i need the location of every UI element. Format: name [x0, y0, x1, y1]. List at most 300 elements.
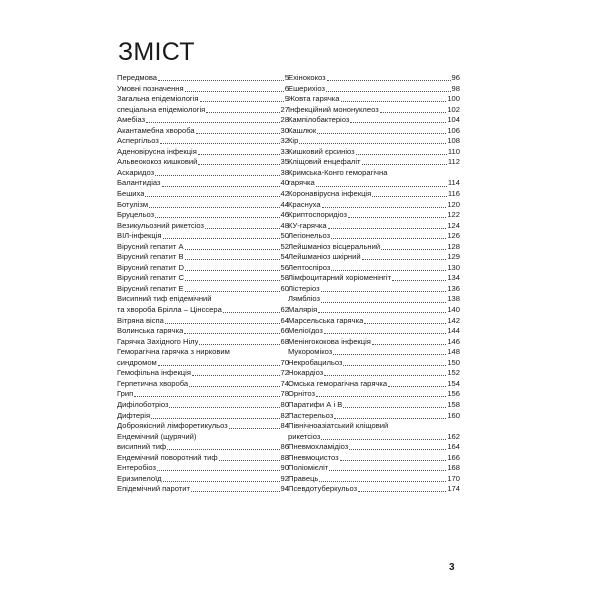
- toc-entry-title: Некробацильоз: [288, 357, 343, 367]
- toc-entry-page: 38: [280, 167, 289, 177]
- toc-entry-page: 100: [447, 94, 460, 104]
- toc-entry-title: Аспергільоз: [117, 136, 159, 146]
- dot-leader: [333, 354, 446, 355]
- toc-entry-title: синдромом: [117, 357, 157, 367]
- toc-entry: [288, 263, 460, 274]
- toc-entry: [288, 316, 460, 327]
- toc-entry: [117, 337, 289, 348]
- toc-entry: [117, 358, 289, 369]
- toc-entry-page: 112: [447, 157, 460, 167]
- toc-entry: [117, 94, 289, 105]
- toc-entry: [288, 200, 460, 211]
- toc-entry-page: 150: [447, 357, 460, 367]
- toc-entry-title: Геморагічна гарячка з нирковим: [117, 347, 230, 357]
- toc-entry-title: Правець: [288, 473, 319, 483]
- dot-leader: [322, 207, 447, 208]
- toc-entry-page: 96: [451, 73, 460, 82]
- toc-entry-title: Аденовірусна інфекція: [117, 146, 197, 156]
- dot-leader: [163, 481, 280, 482]
- toc-entry-page: 78: [280, 389, 289, 399]
- toc-entry: [288, 242, 460, 253]
- toc-entry: [117, 252, 289, 263]
- toc-entry-page: 124: [447, 220, 460, 230]
- toc-entry-title: Пастерельоз: [288, 410, 334, 420]
- toc-entry-page: 170: [447, 473, 460, 483]
- dot-leader: [198, 164, 279, 165]
- toc-entry: [117, 379, 289, 390]
- toc-entry: [288, 463, 460, 474]
- toc-entry-title: Ехінококоз: [288, 73, 326, 82]
- dot-leader: [356, 154, 447, 155]
- toc-entry: [117, 210, 289, 221]
- toc-entry-title: гарячка: [288, 178, 315, 188]
- toc-entry: [117, 147, 289, 158]
- dot-leader: [199, 344, 279, 345]
- toc-entry: [117, 389, 289, 400]
- toc-entry-page: 72: [280, 368, 289, 378]
- toc-entry-title: Акантамебна хвороба: [117, 125, 195, 135]
- toc-entry-page: 120: [447, 199, 460, 209]
- toc-entry-title: Доброякісний лімфоретикульоз: [117, 421, 228, 431]
- toc-entry-title: Інфекційний мононуклеоз: [288, 104, 379, 114]
- dot-leader: [326, 91, 451, 92]
- toc-entry-title: Альвеококоз кишковий: [117, 157, 198, 167]
- toc-entry-page: 110: [447, 146, 460, 156]
- toc-entry-page: 50: [280, 231, 289, 241]
- toc-entry-title: Волинська гарячка: [117, 326, 184, 336]
- toc-entry-title: Гемофільна інфекція: [117, 368, 191, 378]
- toc-entry: [288, 136, 460, 147]
- dot-leader: [299, 143, 446, 144]
- toc-entry-page: 56: [280, 262, 289, 272]
- toc-entry-title: Умовні позначення: [117, 83, 184, 93]
- toc-entry-page: 154: [447, 378, 460, 388]
- toc-entry-page: 140: [447, 305, 460, 315]
- toc-entry-page: 146: [447, 336, 460, 346]
- dot-leader: [185, 91, 284, 92]
- toc-entry: [288, 442, 460, 453]
- toc-entry: [117, 442, 289, 453]
- toc-entry-title: Герпетична хвороба: [117, 378, 189, 388]
- toc-entry: [288, 389, 460, 400]
- toc-entry-title: Пневмохламідіоз: [288, 442, 349, 452]
- toc-entry: [117, 326, 289, 337]
- toc-entry: [288, 294, 460, 305]
- toc-entry-page: 68: [280, 336, 289, 346]
- toc-entry-title: Ендемічний (щурячий): [117, 431, 197, 441]
- toc-entry-title: Передмова: [117, 73, 158, 82]
- toc-entry-title: Псевдотуберкульоз: [288, 484, 358, 494]
- toc-entry-page: 128: [447, 241, 460, 251]
- toc-entry-page: 44: [280, 199, 289, 209]
- toc-entry-page: 98: [451, 83, 460, 93]
- toc-entry-title: Балантидіаз: [117, 178, 161, 188]
- dot-leader: [327, 80, 451, 81]
- toc-entry-page: 46: [280, 210, 289, 220]
- dot-leader: [145, 196, 279, 197]
- toc-entry-page: 116: [447, 189, 460, 199]
- toc-entry-page: 58: [280, 273, 289, 283]
- toc-entry-page: 9: [284, 94, 289, 104]
- toc-entry: [288, 273, 460, 284]
- toc-entry-title: Амебіаз: [117, 115, 146, 125]
- toc-entry-page: 84: [280, 421, 289, 431]
- dot-leader: [372, 196, 447, 197]
- toc-entry-title: Лейшманіоз шкірний: [288, 252, 361, 262]
- toc-entry: [288, 453, 460, 464]
- toc-entry-page: 33: [280, 146, 289, 156]
- dot-leader: [165, 323, 280, 324]
- toc-entry: [288, 147, 460, 158]
- dot-leader: [185, 270, 280, 271]
- toc-entry-page: 166: [447, 452, 460, 462]
- toc-entry: [288, 115, 460, 126]
- dot-leader: [149, 207, 279, 208]
- toc-entry: [117, 484, 289, 495]
- toc-entry-page: 28: [280, 115, 289, 125]
- toc-entry: [288, 337, 460, 348]
- toc-entry: [288, 421, 460, 432]
- dot-leader: [196, 133, 280, 134]
- toc-entry-title: Лімфоцитарний хоріоменінгіт: [288, 273, 392, 283]
- toc-entry-title: Вірусний гепатит В: [117, 252, 184, 262]
- toc-entry-page: 104: [447, 115, 460, 125]
- toc-entry-page: 160: [447, 410, 460, 420]
- toc-entry: [117, 168, 289, 179]
- toc-entry: [288, 178, 460, 189]
- toc-entry-title: Загальна епідеміологія: [117, 94, 199, 104]
- toc-entry-title: Епідемічний паротит: [117, 484, 190, 494]
- dot-leader: [317, 133, 446, 134]
- toc-entry: [117, 411, 289, 422]
- toc-entry: [117, 263, 289, 274]
- dot-leader: [348, 217, 446, 218]
- toc-entry: [288, 284, 460, 295]
- toc-entry-title: Лептоспіроз: [288, 262, 331, 272]
- toc-entry-page: 30: [280, 125, 289, 135]
- toc-entry-page: 142: [447, 315, 460, 325]
- dot-leader: [151, 418, 279, 419]
- dot-leader: [158, 365, 280, 366]
- toc-entry: [288, 411, 460, 422]
- dot-leader: [205, 228, 280, 229]
- toc-entry: [288, 252, 460, 263]
- toc-entry: [117, 178, 289, 189]
- toc-entry: [288, 126, 460, 137]
- toc-entry: [288, 347, 460, 358]
- toc-entry: [288, 168, 460, 179]
- dot-leader: [341, 101, 447, 102]
- toc-entry-title: Меліоїдоз: [288, 326, 323, 336]
- toc-entry-title: рикетсіоз: [288, 431, 321, 441]
- dot-leader: [358, 491, 446, 492]
- dot-leader: [219, 460, 280, 461]
- dot-leader: [316, 186, 447, 187]
- toc-entry-page: 129: [447, 252, 460, 262]
- dot-leader: [324, 375, 446, 376]
- dot-leader: [349, 449, 446, 450]
- toc-entry-page: 106: [447, 125, 460, 135]
- toc-entry-page: 74: [280, 378, 289, 388]
- toc-entry-page: 40: [280, 178, 289, 188]
- dot-leader: [329, 470, 446, 471]
- dot-leader: [331, 238, 446, 239]
- dot-leader: [167, 449, 279, 450]
- toc-entry-page: 48: [280, 220, 289, 230]
- dot-leader: [192, 375, 280, 376]
- toc-entry: [288, 484, 460, 495]
- toc-entry-page: 86: [280, 442, 289, 452]
- toc-entry-page: 136: [447, 283, 460, 293]
- toc-entry: [117, 105, 289, 116]
- toc-entry-page: 156: [447, 389, 460, 399]
- dot-leader: [331, 270, 446, 271]
- toc-entry: [288, 358, 460, 369]
- toc-entry-title: Вірусний гепатит Е: [117, 283, 184, 293]
- toc-entry-page: 114: [447, 178, 460, 188]
- toc-entry-page: 152: [447, 368, 460, 378]
- dot-leader: [160, 143, 280, 144]
- toc-entry-page: 148: [447, 347, 460, 357]
- dot-leader: [318, 312, 446, 313]
- toc-entry: [288, 105, 460, 116]
- dot-leader: [316, 396, 446, 397]
- dot-leader: [191, 491, 280, 492]
- dot-leader: [158, 80, 284, 81]
- toc-entry: [117, 463, 289, 474]
- toc-entry-title: Менінгококова інфекція: [288, 336, 371, 346]
- toc-entry-title: Кашлюк: [288, 125, 317, 135]
- dot-leader: [334, 418, 446, 419]
- toc-entry: [288, 231, 460, 242]
- toc-entry: [117, 136, 289, 147]
- toc-entry-title: Кишковий єрсиніоз: [288, 146, 355, 156]
- toc-entry-title: Пневмоцистоз: [288, 452, 339, 462]
- dot-leader: [169, 407, 279, 408]
- toc-entry-page: 108: [447, 136, 460, 146]
- toc-entry-title: Паратифи А і В: [288, 399, 343, 409]
- toc-entry-title: Грип: [117, 389, 134, 399]
- toc-entry-title: Вірусний гепатит А: [117, 241, 184, 251]
- toc-entry-title: Еризипелоїд: [117, 473, 162, 483]
- dot-leader: [155, 175, 279, 176]
- toc-entry-title: Жовта гарячка: [288, 94, 340, 104]
- toc-entry-page: 82: [280, 410, 289, 420]
- dot-leader: [319, 481, 446, 482]
- toc-entry-page: 126: [447, 231, 460, 241]
- toc-entry-title: Лістеріоз: [288, 283, 320, 293]
- toc-entry-page: 70: [280, 357, 289, 367]
- toc-entry-title: Кліщовий енцефаліт: [288, 157, 361, 167]
- dot-leader: [343, 407, 446, 408]
- toc-column-right: [288, 73, 460, 495]
- toc-entry-title: Бруцельоз: [117, 210, 155, 220]
- toc-entry: [117, 221, 289, 232]
- toc-entry-page: 60: [280, 283, 289, 293]
- toc-entry-page: 88: [280, 452, 289, 462]
- toc-entry-title: Ендемічний поворотний тиф: [117, 452, 218, 462]
- dot-leader: [321, 439, 446, 440]
- dot-leader: [321, 291, 447, 292]
- toc-entry-page: 144: [447, 326, 460, 336]
- toc-entry-page: 130: [447, 262, 460, 272]
- toc-entry-page: 94: [280, 484, 289, 494]
- toc-entry-page: 66: [280, 326, 289, 336]
- toc-entry-title: Нокардіоз: [288, 368, 324, 378]
- dot-leader: [185, 291, 280, 292]
- toc-entry: [288, 368, 460, 379]
- dot-leader: [388, 386, 446, 387]
- toc-entry-page: 92: [280, 473, 289, 483]
- toc-entry-title: Везикульозний рикетсіоз: [117, 220, 205, 230]
- toc-entry: [117, 73, 289, 84]
- toc-entry-title: Орнітоз: [288, 389, 316, 399]
- toc-entry: [288, 474, 460, 485]
- toc-entry-page: 6: [284, 83, 289, 93]
- toc-entry-page: 32: [280, 136, 289, 146]
- toc-entry: [288, 400, 460, 411]
- dot-leader: [321, 302, 446, 303]
- toc-entry-page: 174: [447, 484, 460, 494]
- toc-entry: [117, 294, 289, 305]
- toc-entry: [117, 421, 289, 432]
- toc-entry-title: Кір: [288, 136, 299, 146]
- toc-entry-page: 54: [280, 252, 289, 262]
- toc-entry: [288, 189, 460, 200]
- toc-entry: [117, 453, 289, 464]
- toc-entry: [117, 400, 289, 411]
- dot-leader: [362, 164, 447, 165]
- toc-entry-title: Краснуха: [288, 199, 321, 209]
- dot-leader: [198, 154, 280, 155]
- toc-entry-title: Ботулізм: [117, 199, 149, 209]
- toc-entry: [117, 347, 289, 358]
- toc-entry-page: 52: [280, 241, 289, 251]
- toc-entry: [117, 368, 289, 379]
- toc-entry: [288, 221, 460, 232]
- toc-entry-title: Марсельська гарячка: [288, 315, 364, 325]
- toc-entry-title: Легіонельоз: [288, 231, 331, 241]
- dot-leader: [185, 249, 280, 250]
- toc-entry-title: спеціальна епідеміологія: [117, 104, 206, 114]
- dot-leader: [146, 122, 279, 123]
- toc-entry-title: Гарячка Західного Нілу: [117, 336, 199, 346]
- toc-entry-title: Поліомієліт: [288, 463, 329, 473]
- dot-leader: [343, 365, 446, 366]
- toc-entry: [117, 242, 289, 253]
- toc-entry-title: Ешерихіоз: [288, 83, 325, 93]
- toc-entry-page: 158: [447, 399, 460, 409]
- toc-entry-title: Північноазіатський кліщовий: [288, 421, 389, 431]
- toc-entry: [288, 379, 460, 390]
- toc-entry-title: Кампілобактеріоз: [288, 115, 350, 125]
- toc-entry-title: Коронавірусна інфекція: [288, 189, 372, 199]
- dot-leader: [364, 323, 446, 324]
- toc-entry-page: 62: [280, 305, 289, 315]
- toc-entry: [288, 94, 460, 105]
- toc-entry: [117, 84, 289, 95]
- toc-entry-page: 138: [447, 294, 460, 304]
- dot-leader: [362, 259, 447, 260]
- toc-entry-page: 5: [284, 73, 289, 82]
- dot-leader: [206, 112, 279, 113]
- toc-entry-page: 80: [280, 399, 289, 409]
- dot-leader: [324, 333, 446, 334]
- toc-entry-page: 90: [280, 463, 289, 473]
- toc-entry: [117, 126, 289, 137]
- toc-entry: [117, 432, 289, 443]
- dot-leader: [340, 460, 447, 461]
- toc-entry-page: 168: [447, 463, 460, 473]
- toc-entry: [117, 189, 289, 200]
- toc-entry-title: та хвороба Брілла – Цінссера: [117, 305, 222, 315]
- dot-leader: [162, 186, 280, 187]
- dot-leader: [185, 259, 280, 260]
- dot-leader: [184, 333, 279, 334]
- toc-entry: [117, 284, 289, 295]
- toc-entry: [117, 305, 289, 316]
- toc-entry: [288, 326, 460, 337]
- dot-leader: [380, 112, 447, 113]
- toc-entry: [288, 432, 460, 443]
- toc-entry: [288, 305, 460, 316]
- toc-entry-title: Лейшманіоз вісцеральний: [288, 241, 381, 251]
- toc-entry: [117, 273, 289, 284]
- toc-entry-page: 162: [447, 431, 460, 441]
- toc-column-left: [117, 73, 289, 495]
- page-title: ЗМІСТ: [118, 38, 195, 66]
- toc-entry-title: Висипний тиф епідемічний: [117, 294, 212, 304]
- dot-leader: [185, 280, 280, 281]
- toc-entry-title: Аскаридоз: [117, 167, 155, 177]
- toc-entry-page: 27: [280, 104, 289, 114]
- toc-entry-title: Кримська-Конго геморагічна: [288, 167, 388, 177]
- toc-entry: [117, 231, 289, 242]
- toc-entry-page: 64: [280, 315, 289, 325]
- toc-entry: [117, 474, 289, 485]
- toc-entry-page: 102: [447, 104, 460, 114]
- toc-entry: [117, 200, 289, 211]
- toc-entry: [117, 316, 289, 327]
- dot-leader: [350, 122, 446, 123]
- toc-entry-page: 35: [280, 157, 289, 167]
- toc-entry-title: Омська геморагічна гарячка: [288, 378, 388, 388]
- page-number: 3: [449, 562, 455, 573]
- dot-leader: [328, 228, 447, 229]
- toc-entry-title: Малярія: [288, 305, 318, 315]
- toc-entry-page: 134: [447, 273, 460, 283]
- toc-entry-title: висипний тиф: [117, 442, 167, 452]
- dot-leader: [200, 101, 284, 102]
- toc-entry: [117, 115, 289, 126]
- toc-entry-title: Криптоспоридіоз: [288, 210, 347, 220]
- dot-leader: [229, 428, 280, 429]
- toc-entry: [288, 210, 460, 221]
- toc-entry-page: 164: [447, 442, 460, 452]
- toc-entry-page: 122: [447, 210, 460, 220]
- dot-leader: [372, 344, 446, 345]
- dot-leader: [134, 396, 279, 397]
- toc-entry-title: Вітряна віспа: [117, 315, 164, 325]
- toc-entry-title: Ентеробіоз: [117, 463, 156, 473]
- toc-entry: [288, 157, 460, 168]
- dot-leader: [381, 249, 446, 250]
- dot-leader: [155, 217, 279, 218]
- toc-entry-title: КУ-гарячка: [288, 220, 327, 230]
- toc-entry-page: 42: [280, 189, 289, 199]
- toc-entry-title: Вірусний гепатит D: [117, 262, 184, 272]
- dot-leader: [163, 238, 280, 239]
